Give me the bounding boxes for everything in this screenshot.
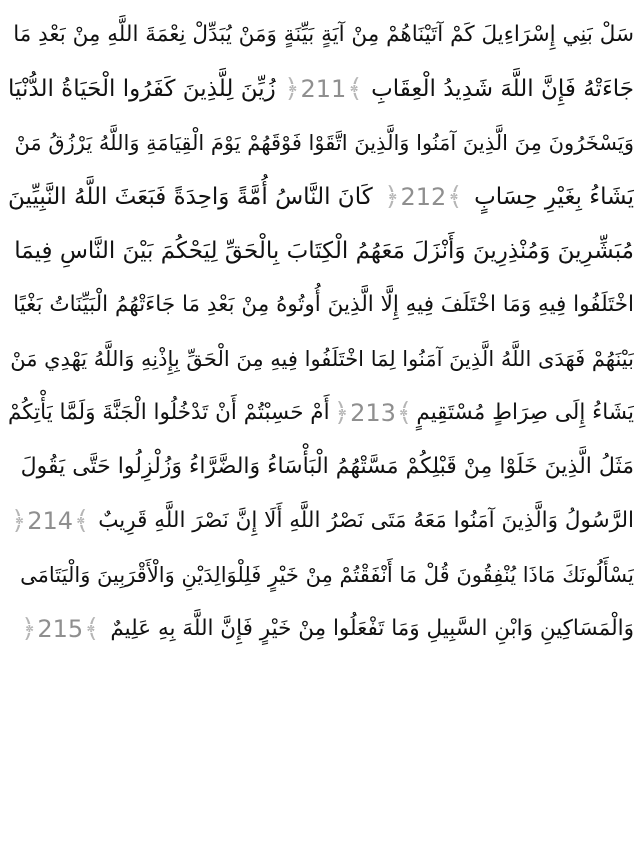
verse-text: اخْتَلَفُوا فِيهِ وَمَا اخْتَلَفَ فِيهِ إِلَّا الَّذِينَ أُوتُوهُ مِنْ بَعْدِ مَا جَاءَتْهُمُ الْبَيِّنَاتُ بَغْيًا	[13, 292, 634, 317]
text-line	[8, 170, 634, 224]
verse-text: زُيِّنَ لِلَّذِينَ كَفَرُوا الْحَيَاةُ الدُّنْيَا	[8, 76, 276, 102]
verse-text: يَشَاءُ بِغَيْرِ حِسَابٍ	[474, 184, 634, 210]
verse-number: 213	[350, 399, 396, 427]
text-line	[8, 224, 634, 278]
verse-text: سَلْ بَنِي إِسْرَاءِيلَ كَمْ آتَيْنَاهُمْ مِنْ آيَةٍ بَيِّنَةٍ وَمَنْ يُبَدِّلْ نِعْمَةَ اللَّهِ مِنْ بَعْدِ مَا	[13, 22, 634, 47]
verse-text: يَشَاءُ إِلَى صِرَاطٍ مُسْتَقِيمٍ	[416, 400, 634, 425]
verse-text: وَيَسْخَرُونَ مِنَ الَّذِينَ آمَنُوا وَالَّذِينَ اتَّقَوْا فَوْقَهُمْ يَوْمَ الْقِيَامَةِ وَاللَّهُ يَرْزُقُ مَنْ	[14, 131, 634, 155]
text-line	[8, 548, 634, 602]
verse-text: مُبَشِّرِينَ وَمُنْذِرِينَ وَأَنْزَلَ مَعَهُمُ الْكِتَابَ بِالْحَقِّ لِيَحْكُمَ بَيْنَ النَّاسِ فِيمَا	[14, 238, 634, 264]
text-line	[8, 8, 634, 62]
verse-number-marker: ﴿ 214 ﴾	[8, 494, 92, 548]
text-line	[8, 332, 634, 386]
verse-number-marker: ﴿ 215 ﴾	[18, 602, 102, 656]
text-line	[8, 278, 634, 332]
verse-number: 215	[37, 615, 84, 643]
text-line	[8, 386, 634, 440]
verse-number-marker: ﴿ 211 ﴾	[281, 62, 365, 116]
text-line	[8, 494, 634, 548]
verse-text: أَمْ حَسِبْتُمْ أَنْ تَدْخُلُوا الْجَنَّةَ وَلَمَّا يَأْتِكُمْ	[8, 400, 330, 425]
verse-text: مَثَلُ الَّذِينَ خَلَوْا مِنْ قَبْلِكُمْ مَسَّتْهُمُ الْبَأْسَاءُ وَالضَّرَّاءُ وَزُلْزِلُوا حَتَّى يَقُولَ	[20, 454, 634, 479]
verse-text: وَالْمَسَاكِينِ وَابْنِ السَّبِيلِ وَمَا تَفْعَلُوا مِنْ خَيْرٍ فَإِنَّ اللَّهَ بِهِ عَلِيمٌ	[110, 616, 634, 641]
verse-text: يَسْأَلُونَكَ مَاذَا يُنْفِقُونَ قُلْ مَا أَنْفَقْتُمْ مِنْ خَيْرٍ فَلِلْوَالِدَيْنِ وَالْأَقْرَبِينَ وَالْيَتَامَى	[20, 563, 634, 587]
verse-number-marker: ﴿ 213 ﴾	[331, 386, 415, 440]
verse-number: 212	[400, 183, 447, 211]
text-line	[8, 116, 634, 170]
verse-text: جَاءَتْهُ فَإِنَّ اللَّهَ شَدِيدُ الْعِقَابِ	[371, 76, 634, 102]
verse-number-marker: ﴿ 212 ﴾	[381, 170, 465, 224]
text-line	[8, 440, 634, 494]
verse-text: بَيْنَهُمْ فَهَدَى اللَّهُ الَّذِينَ آمَنُوا لِمَا اخْتَلَفُوا فِيهِ مِنَ الْحَقِّ بِإِذْنِهِ وَاللَّهُ يَهْدِي مَنْ	[10, 347, 634, 371]
verse-number: 211	[300, 75, 347, 103]
text-line	[8, 62, 634, 116]
verse-text: كَانَ النَّاسُ أُمَّةً وَاحِدَةً فَبَعَثَ اللَّهُ النَّبِيِّينَ	[8, 184, 373, 210]
quran-page	[8, 8, 634, 808]
text-line	[8, 602, 634, 656]
verse-text: الرَّسُولُ وَالَّذِينَ آمَنُوا مَعَهُ مَتَى نَصْرُ اللَّهِ أَلَا إِنَّ نَصْرَ اللَّهِ قَرِيبٌ	[98, 508, 634, 533]
verse-number: 214	[27, 507, 74, 535]
